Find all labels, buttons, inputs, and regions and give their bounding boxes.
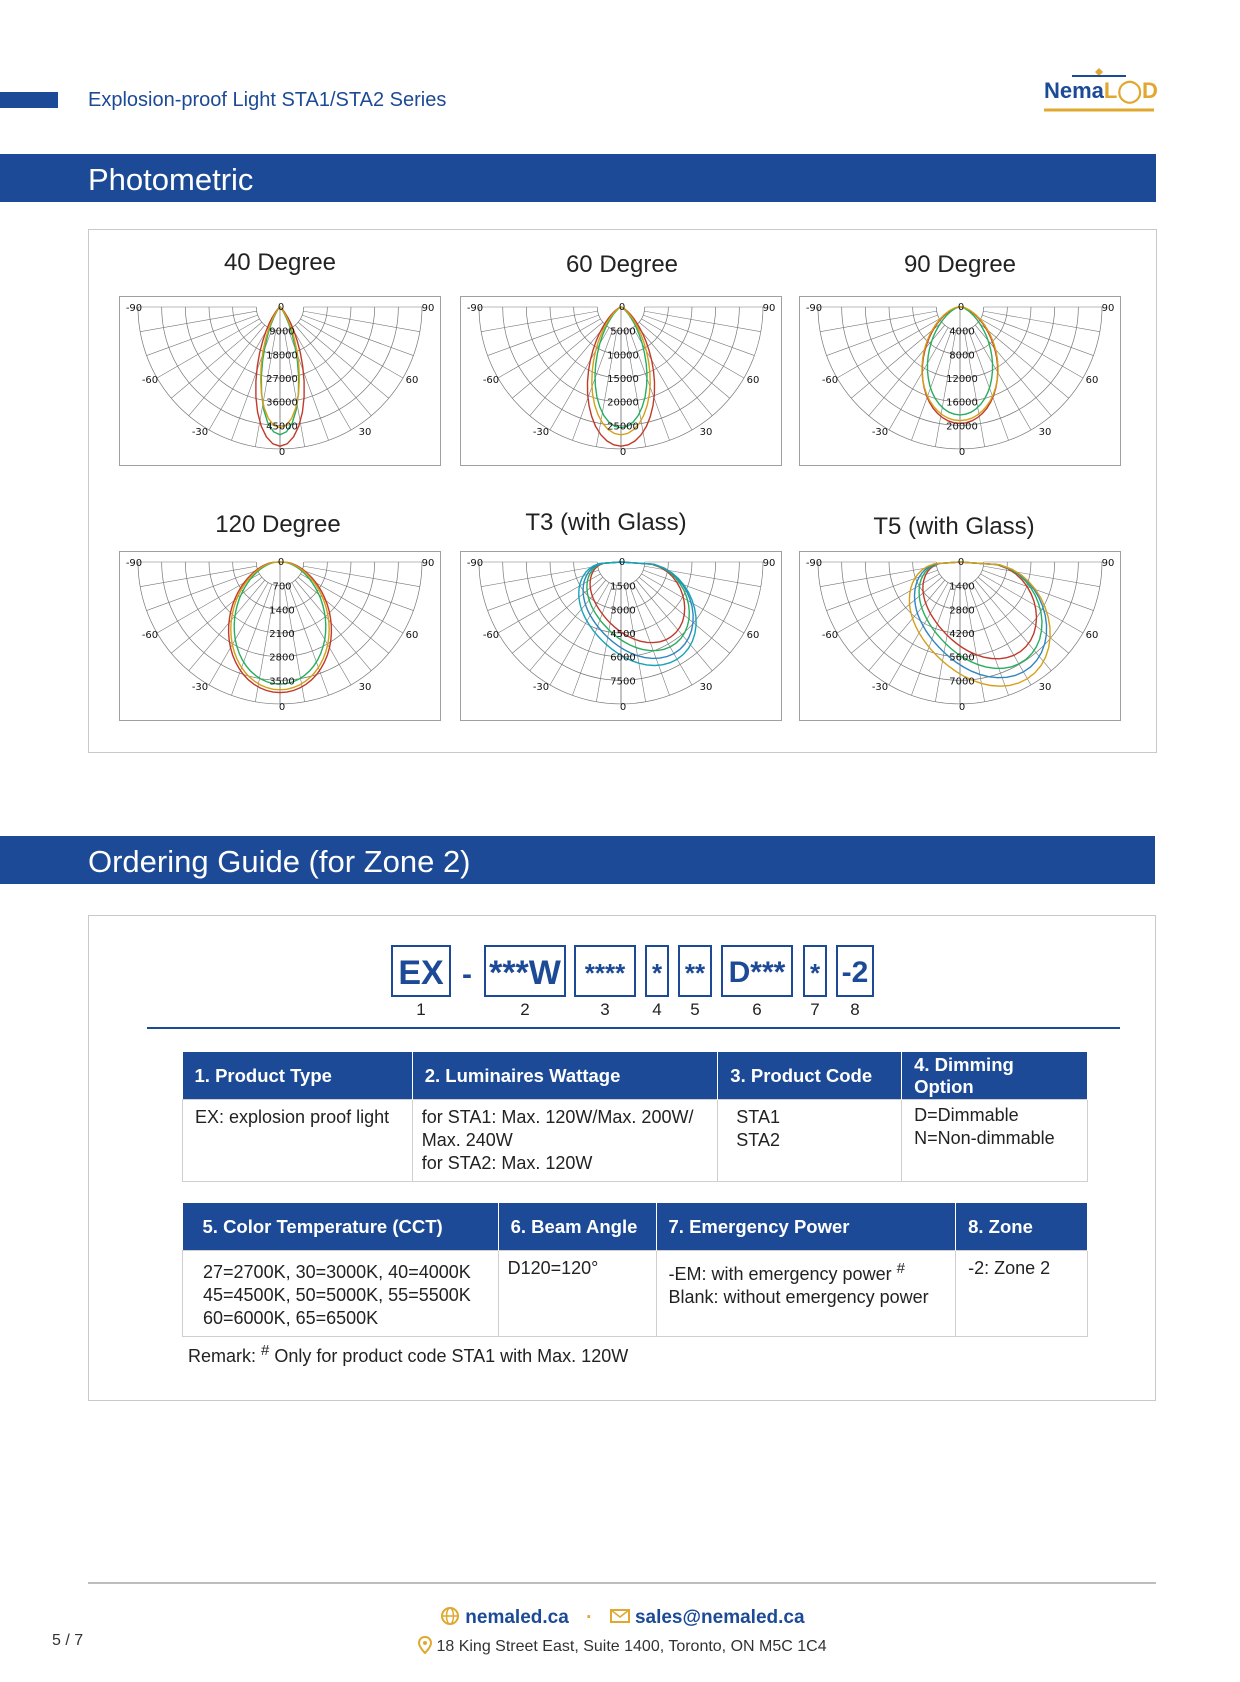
remark-text: Only for product code STA1 with Max. 120W — [274, 1346, 629, 1366]
polar-spoke — [488, 315, 599, 355]
header-cct: 5. Color Temperature (CCT) — [183, 1203, 499, 1251]
angle-label: -90 — [466, 303, 484, 314]
polar-spoke — [512, 322, 603, 398]
polar-spoke — [189, 325, 265, 416]
email-link[interactable]: sales@nemaled.ca — [634, 1607, 805, 1628]
polar-grid-svg — [800, 552, 1120, 720]
polar-diagram-t3 — [460, 551, 782, 721]
angle-label: -30 — [532, 682, 550, 693]
angle-label: -30 — [191, 427, 209, 438]
diagram-title-t3: T3 (with Glass) — [525, 509, 687, 536]
polar-spoke — [303, 566, 420, 587]
diagram-title-60: 60 Degree — [565, 251, 679, 278]
polar-grid-svg — [461, 552, 781, 720]
polar-spoke — [827, 315, 938, 355]
ring-value-label: 8000 — [949, 350, 975, 362]
polar-spoke — [298, 322, 389, 398]
ring-value-label: 700 — [272, 581, 292, 593]
ring-value-label: 25000 — [607, 421, 639, 433]
angle-label: 60 — [746, 375, 760, 386]
angle-label: 30 — [358, 682, 372, 693]
emergency-footnote-mark: # — [896, 1260, 905, 1277]
footer-address-line — [418, 1636, 827, 1656]
ring-value-label: 18000 — [266, 350, 298, 362]
cell-wattage: for STA1: Max. 120W/Max. 200W/ Max. 240W for STA2: Max. 120W — [412, 1100, 718, 1182]
photometric-heading-band — [0, 154, 1156, 202]
angle-label: 0 — [619, 447, 627, 458]
footer-divider — [88, 1582, 1156, 1584]
ring-value-label: 5600 — [949, 652, 975, 664]
code-number-3: 3 — [600, 1000, 610, 1019]
diagram-title-90: 90 Degree — [903, 251, 1017, 278]
ring-value-label: 2100 — [269, 629, 295, 640]
ring-value-label: 10000 — [607, 350, 639, 362]
ring-value-label: 45000 — [266, 421, 298, 433]
svg-text:0: 0 — [957, 302, 965, 313]
angle-label: -60 — [482, 630, 500, 641]
polar-spoke — [298, 577, 389, 653]
header-product-type: 1. Product Type — [183, 1052, 413, 1100]
polar-spoke — [869, 580, 945, 671]
angle-label: 30 — [1038, 427, 1052, 438]
polar-grid-svg — [120, 552, 440, 720]
polar-diagram-60 — [460, 296, 782, 466]
ring-value-label: 36000 — [266, 397, 298, 409]
angle-label: -90 — [805, 558, 823, 569]
svg-text:0: 0 — [618, 302, 626, 313]
ring-value-label: 27000 — [266, 374, 298, 385]
logo-text-nema: Nema — [1044, 78, 1104, 103]
code-number-6: 6 — [752, 1000, 762, 1019]
polar-spoke — [643, 315, 754, 355]
polar-spoke — [983, 566, 1100, 587]
cell-product-code: STA1 STA2 — [718, 1100, 902, 1182]
angle-label: 90 — [1101, 303, 1115, 314]
header-product-code: 3. Product Code — [718, 1052, 902, 1100]
angle-label: 0 — [958, 702, 966, 713]
angle-label: 60 — [405, 375, 419, 386]
polar-diagram-t5 — [799, 551, 1121, 721]
polar-diagram-120 — [119, 551, 441, 721]
intensity-curve — [923, 562, 1037, 659]
ring-value-label: 1400 — [269, 605, 295, 617]
ordering-table-1 — [182, 1052, 1088, 1182]
angle-label: -60 — [141, 630, 159, 641]
remark-label: Remark: — [188, 1346, 257, 1366]
angle-label: 30 — [699, 427, 713, 438]
address: 18 King Street East, Suite 1400, Toronto, ON M5C 1C4 — [436, 1638, 827, 1655]
polar-grid-svg — [120, 297, 440, 465]
angle-label: 0 — [619, 702, 627, 713]
cell-product-type: EX: explosion proof light — [183, 1100, 413, 1182]
polar-spoke — [572, 584, 612, 695]
angle-label: -30 — [871, 682, 889, 693]
remark — [188, 1342, 628, 1367]
header-zone: 8. Zone — [956, 1203, 1088, 1251]
angle-label: 30 — [1038, 682, 1052, 693]
angle-label: -60 — [821, 375, 839, 386]
header-emergency: 7. Emergency Power — [656, 1203, 956, 1251]
angle-label: -90 — [805, 303, 823, 314]
footer-separator: · — [586, 1607, 593, 1628]
logo-text-l: L — [1103, 78, 1118, 103]
emergency-blank-option: Blank: without emergency power — [668, 1287, 929, 1307]
polar-spoke — [851, 577, 942, 653]
ring-value-label: 20000 — [607, 397, 639, 409]
remark-footnote-mark: # — [261, 1342, 270, 1359]
angle-label: 90 — [762, 303, 776, 314]
polar-spoke — [171, 577, 262, 653]
code-part-wattage: ***W — [484, 945, 566, 997]
angle-label: 60 — [405, 630, 419, 641]
svg-text:0: 0 — [957, 557, 965, 568]
polar-spoke — [512, 577, 603, 653]
polar-spoke — [982, 570, 1093, 610]
ring-value-label: 7000 — [949, 676, 975, 688]
cell-dimming: D=Dimmable N=Non-dimmable — [902, 1100, 1088, 1182]
ring-value-label: 9000 — [269, 326, 295, 338]
ring-value-label: 2800 — [949, 605, 975, 617]
angle-label: -60 — [482, 375, 500, 386]
code-part-product-type: EX — [391, 945, 451, 997]
angle-label: -30 — [532, 427, 550, 438]
code-number-8: 8 — [850, 1000, 860, 1019]
polar-spoke — [643, 570, 754, 610]
footer-contacts — [440, 1606, 805, 1629]
code-part-beam: D*** — [721, 945, 793, 997]
polar-grid-svg — [800, 297, 1120, 465]
angle-label: 0 — [278, 702, 286, 713]
angle-label: -60 — [141, 375, 159, 386]
angle-label: -90 — [125, 303, 143, 314]
angle-label: 0 — [278, 447, 286, 458]
polar-spoke — [530, 580, 606, 671]
ring-value-label: 1500 — [610, 581, 636, 593]
ordering-heading: Ordering Guide (for Zone 2) — [88, 844, 471, 879]
polar-spoke — [295, 580, 371, 671]
polar-spoke — [171, 322, 262, 398]
code-number-5: 5 — [690, 1000, 700, 1019]
code-number-2: 2 — [520, 1000, 530, 1019]
logo-text-d: D — [1142, 78, 1158, 103]
code-dash: - — [462, 958, 472, 991]
angle-label: -30 — [871, 427, 889, 438]
code-part-emergency: * — [803, 945, 827, 997]
ring-value-label: 16000 — [946, 397, 978, 409]
header-accent-bar — [0, 92, 58, 108]
code-number-1: 1 — [416, 1000, 426, 1019]
polar-spoke — [295, 325, 371, 416]
polar-spoke — [975, 325, 1051, 416]
code-divider — [147, 1027, 1120, 1029]
code-number-4: 4 — [652, 1000, 662, 1019]
ring-value-label: 15000 — [607, 374, 639, 385]
polar-spoke — [140, 311, 257, 332]
ring-value-label: 12000 — [946, 374, 978, 385]
polar-spoke — [983, 311, 1100, 332]
angle-label: -60 — [821, 630, 839, 641]
ring-value-label: 7500 — [610, 676, 636, 688]
ordering-table-2 — [182, 1203, 1088, 1337]
globe-icon — [440, 1606, 460, 1626]
cell-emergency — [656, 1251, 956, 1337]
svg-text:0: 0 — [618, 557, 626, 568]
location-pin-icon — [418, 1636, 432, 1654]
angle-label: 60 — [746, 630, 760, 641]
ring-value-label: 4500 — [610, 629, 636, 640]
angle-label: -30 — [191, 682, 209, 693]
polar-diagram-90 — [799, 296, 1121, 466]
angle-label: 60 — [1085, 630, 1099, 641]
series-title: Explosion-proof Light STA1/STA2 Series — [88, 89, 447, 111]
polar-diagram-40 — [119, 296, 441, 466]
polar-spoke — [488, 570, 599, 610]
polar-spoke — [481, 311, 598, 332]
ring-value-label: 4000 — [949, 326, 975, 338]
polar-grid-svg — [461, 297, 781, 465]
diagram-title-120: 120 Degree — [215, 511, 341, 538]
website-link[interactable]: nemaled.ca — [465, 1607, 569, 1628]
angle-label: 90 — [421, 303, 435, 314]
code-number-7: 7 — [810, 1000, 820, 1019]
polar-spoke — [869, 325, 945, 416]
angle-label: 30 — [699, 682, 713, 693]
polar-spoke — [639, 322, 730, 398]
polar-spoke — [978, 577, 1069, 653]
polar-spoke — [140, 566, 257, 587]
angle-label: 90 — [762, 558, 776, 569]
code-part-zone: -2 — [836, 945, 874, 997]
polar-spoke — [636, 580, 712, 671]
polar-spoke — [982, 315, 1093, 355]
angle-label: 90 — [421, 558, 435, 569]
polar-spoke — [644, 311, 761, 332]
polar-spoke — [644, 566, 761, 587]
polar-spoke — [303, 311, 420, 332]
photometric-heading: Photometric — [88, 162, 254, 197]
ring-value-label: 6000 — [610, 652, 636, 664]
angle-label: 60 — [1085, 375, 1099, 386]
angle-label: 30 — [358, 427, 372, 438]
ring-value-label: 3000 — [610, 605, 636, 617]
polar-spoke — [189, 580, 265, 671]
svg-text:0: 0 — [277, 557, 285, 568]
header-wattage: 2. Luminaires Wattage — [412, 1052, 718, 1100]
ring-value-label: 2800 — [269, 652, 295, 664]
ring-value-label: 5000 — [610, 326, 636, 338]
ring-value-label: 20000 — [946, 421, 978, 433]
ring-value-label: 4200 — [949, 629, 975, 640]
code-part-product-code: **** — [574, 945, 636, 997]
ring-value-label: 1400 — [949, 581, 975, 593]
header-beam-angle: 6. Beam Angle — [498, 1203, 656, 1251]
diagram-title-t5: T5 (with Glass) — [873, 513, 1035, 540]
cell-cct: 27=2700K, 30=3000K, 40=4000K 45=4500K, 50=5000K, 55=5500K 60=6000K, 65=6500K — [183, 1251, 499, 1337]
code-part-dimming: * — [645, 945, 669, 997]
angle-label: -90 — [125, 558, 143, 569]
page-number: 5 / 7 — [52, 1632, 84, 1649]
ring-value-label: 3500 — [269, 676, 295, 688]
code-part-cct: ** — [678, 945, 712, 997]
polar-spoke — [302, 315, 413, 355]
angle-label: 0 — [958, 447, 966, 458]
mail-icon — [610, 1608, 630, 1624]
logo-bulb-icon: ◯ — [1117, 78, 1142, 103]
header-dimming: 4. Dimming Option — [902, 1052, 1088, 1100]
diagram-title-40: 40 Degree — [223, 249, 337, 276]
cell-beam-angle: D120=120° — [498, 1251, 656, 1337]
logo — [1042, 66, 1156, 114]
svg-text:0: 0 — [277, 302, 285, 313]
angle-label: -90 — [466, 558, 484, 569]
polar-spoke — [147, 315, 258, 355]
angle-label: 90 — [1101, 558, 1115, 569]
polar-spoke — [820, 311, 937, 332]
ordering-heading-band — [0, 836, 1155, 884]
cell-zone: -2: Zone 2 — [956, 1251, 1088, 1337]
emergency-em-option: -EM: with emergency power — [668, 1264, 892, 1284]
